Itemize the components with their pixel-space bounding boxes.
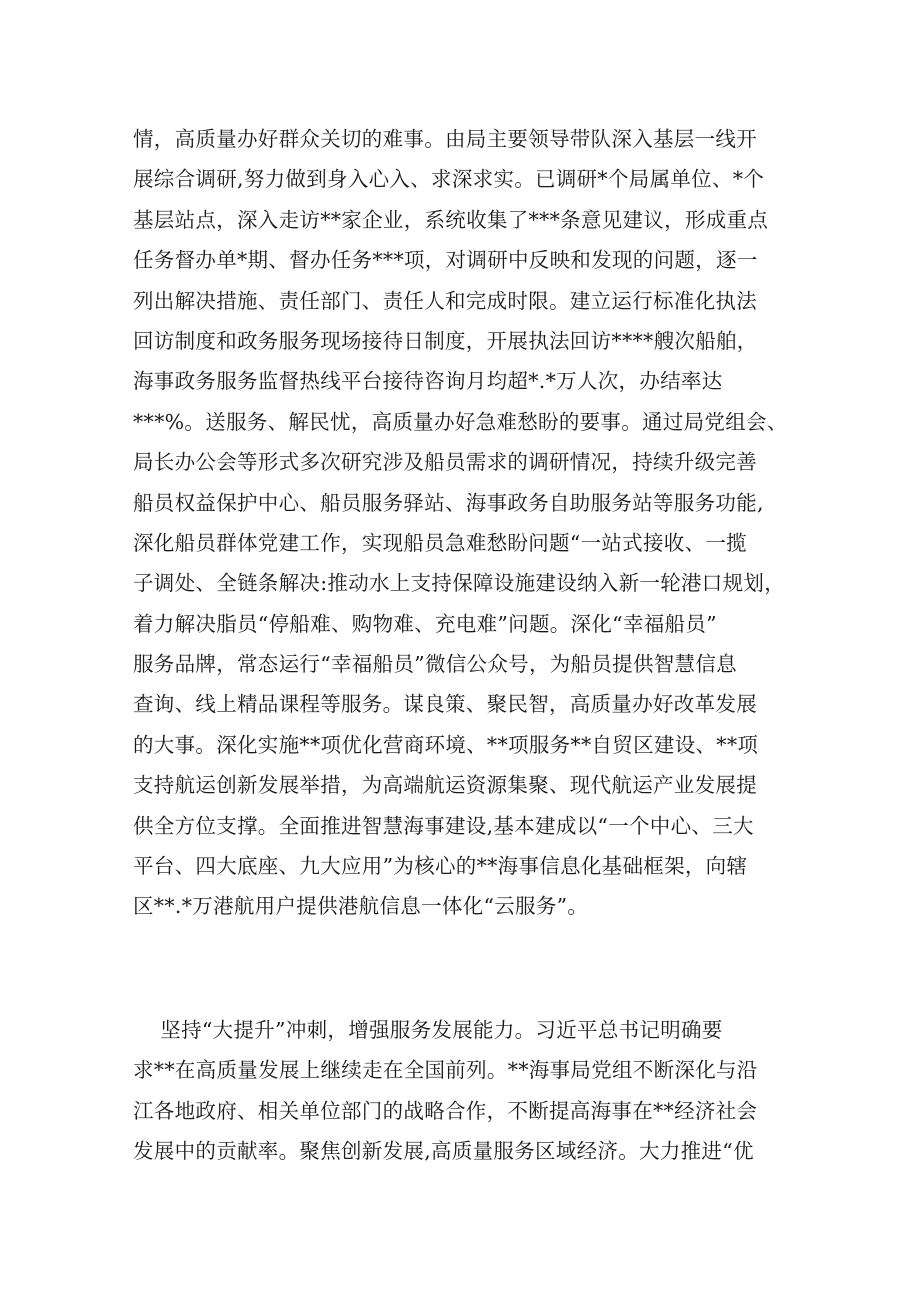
text-line: 情，高质量办好群众关切的难事。由局主要领导带队深入基层一线开 — [133, 127, 757, 151]
text-line: 深化船员群体党建工作，实现船员急难愁盼问题“一站式接收、一揽 — [133, 530, 747, 555]
text-line: ***%。送服务、解民忧，高质量办好急难愁盼的要事。通过局党组会、 — [133, 409, 788, 434]
text-line: 列出解决措施、责任部门、责任人和完成时限。建立运行标准化执法 — [133, 288, 757, 313]
text-line: 服务品牌，常态运行“幸福船员”微信公众号，为船员提供智慧信息 — [133, 652, 737, 677]
text-line: 江各地政府、相关单位部门的战略合作，不断提高海事在**经济社会 — [133, 1098, 758, 1123]
body-paragraph-1 — [133, 119, 793, 927]
text-line: 区**.*万港航用户提供港航信息一体化“云服务”。 — [133, 894, 589, 919]
text-line: 回访制度和政务服务现场接待日制度，开展执法回访****艘次船舶， — [133, 328, 758, 353]
text-line: 局长办公会等形式多次研究涉及船员需求的调研情况，持续升级完善 — [133, 450, 757, 475]
text-line: 支持航运创新发展举措，为高端航运资源集聚、现代航运产业发展提 — [133, 773, 757, 798]
text-line: 海事政务服务监督热线平台接待咨询月均超*.*万人次，办结率达 — [133, 369, 723, 394]
text-line: 平台、四大底座、九大应用”为核心的**海事信息化基础框架，向辖 — [133, 854, 748, 879]
text-line: 子调处、全链条解决:推动水上支持保障设施建设纳入新一轮港口规划， — [133, 571, 786, 596]
text-line: 求**在高质量发展上继续走在全国前列。**海事局党组不断深化与沿 — [133, 1058, 758, 1083]
text-line: 任务督办单*期、督办任务***项，对调研中反映和发现的问题，逐一 — [133, 248, 758, 273]
text-line: 坚持“大提升”冲刺，增强服务发展能力。习近平总书记明确要 — [133, 1018, 723, 1042]
text-line: 的大事。深化实施**项优化营商环境、**项服务**自贸区建设、**项 — [133, 732, 759, 757]
body-paragraph-2 — [133, 1010, 793, 1172]
text-line: 着力解决脂员“停船难、购物难、充电难”问题。深化“幸福船员” — [133, 611, 717, 636]
text-line: 查询、线上精品课程等服务。谋良策、聚民智，高质量办好改革发展 — [133, 692, 757, 717]
text-line: 基层站点，深入走访**家企业，系统收集了***条意见建议，形成重点 — [133, 207, 769, 232]
text-line: 发展中的贡献率。聚焦创新发展,高质量服务区域经济。大力推进“优 — [133, 1139, 754, 1164]
text-line: 船员权益保护中心、船员服务驿站、海事政务自助服务站等服务功能, — [133, 490, 764, 515]
text-line: 供全方位支撑。全面推进智慧海事建设,基本建成以“一个中心、三大 — [133, 813, 754, 838]
text-line: 展综合调研,努力做到身入心入、求深求实。已调研*个局属单位、*个 — [133, 167, 765, 192]
